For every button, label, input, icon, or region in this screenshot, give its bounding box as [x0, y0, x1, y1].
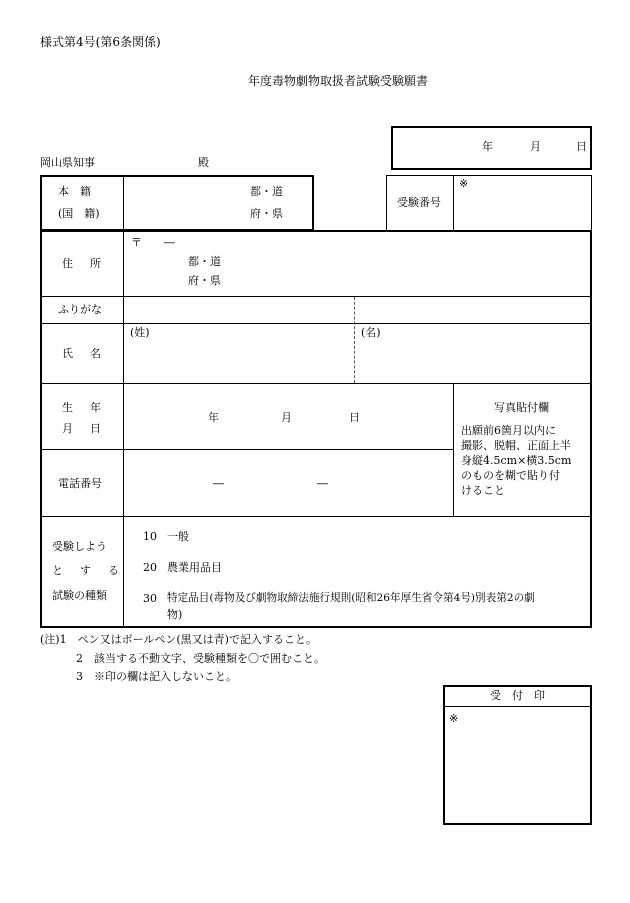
exam-type-label-line2: と す る — [52, 564, 122, 577]
exam-number-mark: ※ — [459, 177, 469, 190]
name-split-divider — [354, 297, 355, 383]
birth-day-label: 日 — [349, 411, 360, 424]
row-line-birth-bottom — [41, 449, 454, 450]
furigana-family-input[interactable] — [125, 298, 353, 322]
photo-title: 写真貼付欄 — [494, 401, 549, 414]
honseki-pref1: 都・道 — [250, 185, 283, 198]
exam-option-specific-code: 30 — [143, 592, 157, 605]
family-name-label: (姓) — [130, 326, 150, 339]
address-input[interactable] — [125, 232, 590, 295]
note-2: 2 該当する不動文字、受験種類を〇で囲むこと。 — [76, 652, 325, 665]
addressee-name: 岡山県知事 — [40, 156, 95, 169]
address-pref2: 府・県 — [188, 274, 221, 287]
reception-header-line — [444, 706, 591, 707]
date-month-label: 月 — [530, 140, 541, 153]
form-number: 様式第4号(第6条関係) — [40, 35, 161, 49]
exam-option-agricultural-code: 20 — [143, 561, 157, 574]
birthdate-input[interactable] — [125, 385, 452, 448]
date-day-label: 日 — [576, 140, 587, 153]
photo-instruction-line5: けること — [461, 484, 505, 497]
honseki-pref2: 府・県 — [250, 207, 283, 220]
exam-option-specific[interactable]: 特定品目(毒物及び劇物取締法施行規則(昭和26年厚生省令第4号)別表第2の劇 — [167, 592, 535, 604]
family-name-input[interactable] — [125, 340, 353, 382]
photo-instruction-line1: 出願前6箇月以内に — [461, 424, 556, 437]
furigana-given-input[interactable] — [356, 298, 590, 322]
label-column-divider — [123, 231, 124, 627]
photo-instruction-line4: のものを糊で貼り付 — [461, 469, 560, 482]
date-year-label: 年 — [482, 140, 493, 153]
nationality-label: (国 籍) — [58, 207, 100, 220]
given-name-input[interactable] — [356, 340, 590, 382]
photo-instruction-line3: 身縦4.5cm×横3.5cm — [461, 454, 572, 467]
exam-option-general-code: 10 — [143, 530, 157, 543]
birthdate-label-line1: 生 年 — [62, 401, 104, 414]
exam-number-divider — [453, 176, 454, 230]
honseki-input[interactable] — [125, 177, 245, 229]
phone-label: 電話番号 — [58, 477, 102, 490]
reception-mark: ※ — [449, 712, 459, 725]
name-label: 氏 名 — [62, 347, 104, 360]
exam-option-specific-continued: 物) — [167, 608, 183, 621]
address-postal: 〒 ― — [131, 236, 175, 249]
honseki-label: 本 籍 — [58, 185, 91, 198]
photo-instruction-line2: 撮影、脱帽、正面上半 — [461, 439, 571, 452]
birthdate-label-line2: 月 日 — [62, 422, 104, 435]
phone-dash-2: ― — [317, 477, 328, 490]
page-title: 年度毒物劇物取扱者試験受験願書 — [248, 74, 429, 88]
birth-year-label: 年 — [208, 411, 219, 424]
exam-option-agricultural[interactable]: 農業用品目 — [167, 561, 222, 574]
address-pref1: 都・道 — [188, 255, 221, 268]
addressee-honorific: 殿 — [198, 156, 209, 169]
reception-label: 受 付 印 — [490, 689, 545, 702]
note-3: 3 ※印の欄は記入しないこと。 — [76, 670, 237, 683]
exam-number-label: 受験番号 — [397, 196, 441, 209]
honseki-divider — [123, 176, 124, 230]
exam-option-general[interactable]: 一般 — [167, 530, 189, 543]
address-label: 住 所 — [62, 257, 104, 270]
furigana-label: ふりがな — [58, 303, 102, 316]
photo-column-divider — [453, 384, 454, 516]
birth-month-label: 月 — [281, 411, 292, 424]
phone-input[interactable] — [125, 451, 452, 515]
note-1: (注)1 ペン又はボールペン(黒又は青)で記入すること。 — [40, 633, 317, 646]
exam-type-label-line1: 受験しよう — [52, 540, 107, 553]
given-name-label: (名) — [361, 326, 381, 339]
phone-dash-1: ― — [213, 477, 224, 490]
exam-type-label-line3: 試験の種類 — [52, 589, 107, 602]
